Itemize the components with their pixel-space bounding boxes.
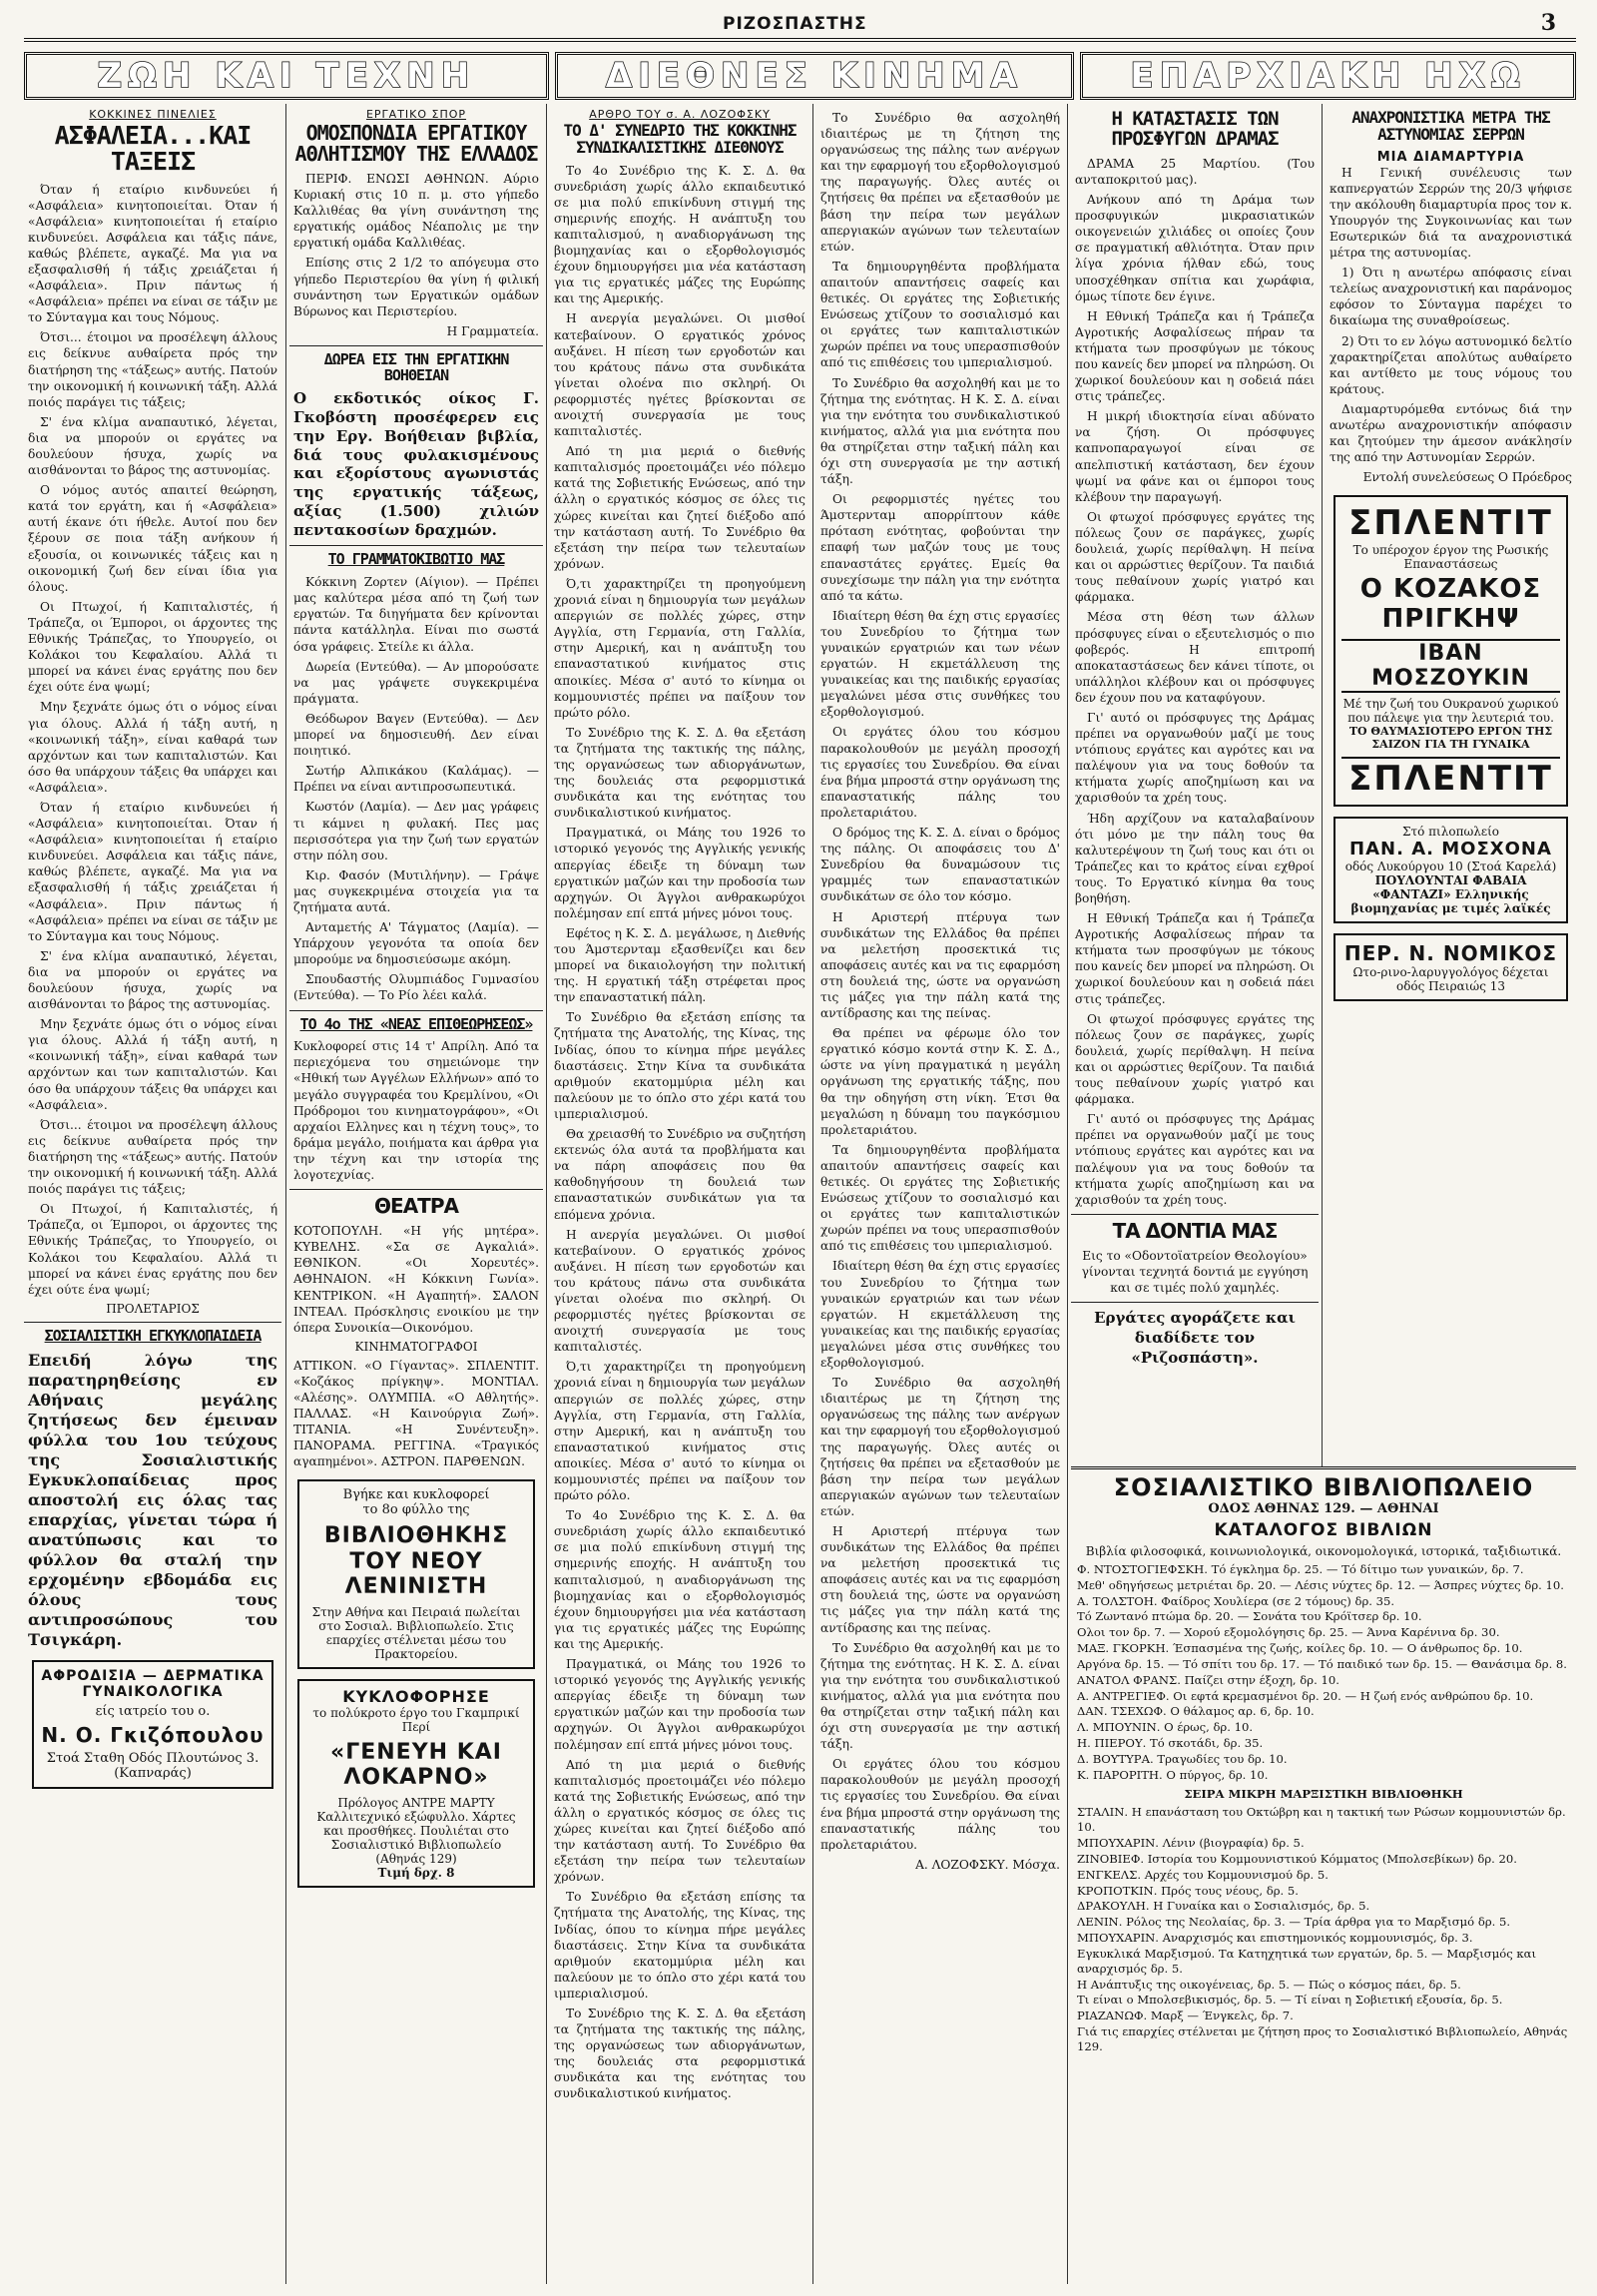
book-entry: Αργόνα δρ. 15. — Τό σπίτι του δρ. 17. — Τό παιδικό των δρ. 15. — Θανάσιμα δρ. 8.	[1077, 1656, 1567, 1671]
column-2: ΕΡΓΑΤΙΚΟ ΣΠΟΡ ΟΜΟΣΠΟΝΔΙΑ ΕΡΓΑΤΙΚΟΥ ΑΘΛΗΤΙΣΜΟΥ ΤΗΣ ΕΛΛΑΔΟΣ ΠΕΡΙΦ. ΕΝΩΣΙ ΑΘΗΝΩΝ. Αύριο Κυριακή στις 10 π. μ. στο γήπεδο Καλλιθέας θα γίνη συνάντηση της εργατικής ομάδος Νέαπολις με την εργατική ομάδα Καλλιθέας. Επίσης στις 2 1/2 το απόγευμα στο γήπεδο Περιστερίου θα γίνη ή φιλική συνάντηση των Εργατικών ομάδων Βύρωνος και Περιστερίου. Η Γραμματεία. ΔΩΡΕΑ ΕΙΣ ΤΗΝ ΕΡΓΑΤΙΚΗΝ ΒΟΗΘΕΙΑΝ Ο εκδοτικός οίκος Γ. Γκοβόστη προσέφερεν εις την Εργ. Βοήθειαν βιβλία, διά τους φυλακισμένους και εξορίστους αγωνιστάς της εργατικής τάξεως, αξίας (1.500) χιλιών πεντακοσίων δραχμών. ΤΟ ΓΡΑΜΜΑΤΟΚΙΒΩΤΙΟ ΜΑΣ Κόκκινη Ζορτεν (Αίγιον). — Πρέπει μας καλύτερα μέσα από τη ζωή των εργατών. Τα διηγήματα δεν κρίνονται πάντα κατάλληλα. Είναι πιο σωστά όσα γράφεις. Στείλε κι άλλα. Δωρεία (Εντεύθα). — Αν μπορούσατε να μας γράψετε συγκεκριμένα πράγματα. Θεόδωρον Βαγεν (Εντεύθα). — Δεν μπορεί να δημοσιευθή. Δεν είναι ποιητικό. Σωτήρ Αλπικάκου (Καλάμας). — Πρέπει να είναι αντιπροσωπευτικά. Κωστόν (Λαμία). — Δεν μας γράφεις τι κάμνει η φυλακή. Πες μας περισσότερα για την ζωή των εργατών στην πόλη σου. Κιρ. Φασόν (Μυτιλήνην). — Γράψε μας συγκεκριμένα στοιχεία για τα ζητήματα αυτά. Ανταμετής Α' Τάγματος (Λαμία). — Υπάρχουν γεγονότα τα οποία δεν μπορούμε να δημοσιεύσωμε ακόμη. Σπουδαστής Ολυμπιάδος Γυμνασίου (Εντεύθα). — Το Ρίο λέει καλά. ΤΟ 4ο ΤΗΣ «ΝΕΑΣ ΕΠΙΘΕΩΡΗΣΕΩΣ» Κυκλοφορεί στις 14 τ' Απρίλη. Από τα περιεχόμενα του σημειώνομε την «Ηθική των Αγγέλων Ελλήνων» από το μεγάλο συγγραφέα του Κρεμλίνου, «Οι Πρόδρομοι του κινηματογράφου», «Οι αρχαίοι Ελληνες και η τέχνη τους», το δράμα μεγάλο, ποιήματα και άρθρα για την τέχνη και την ιστορία της λογοτεχνίας. ΘΕΑΤΡΑ ΚΟΤΟΠΟΥΛΗ. «Η γής μητέρα». ΚΥΒΕΛΗΣ. «Σα σε Αγκαλιά». ΕΘΝΙΚΟΝ. «Οι Χορευτές». ΑΘΗΝΑΙΟΝ. «Η Κόκκινη Γωνία». ΚΕΝΤΡΙΚΟΝ. «Η Αγαπητή». ΣΑΛΟΝ ΙΝΤΕΑΛ. Πρόσκλησις ενοικίου με την όπερα Συνοικία—Οικονόμου. ΚΙΝΗΜΑΤΟΓΡΑΦΟΙ ΑΤΤΙΚΟΝ. «Ο Γίγαντας». ΣΠΛΕΝΤΙΤ. «Κοζάκος πρίγκηψ». ΜΟΝΤΙΑΛ. «Αλέσης». ΟΛΥΜΠΙΑ. «Ο Αθλητής». ΠΑΛΛΑΣ. «Η Καινούργια Ζωή». ΤΙΤΑΝΙΑ. «Η Συνέντευξη». ΠΑΝΟΡΑΜΑ. ΡΕΓΓΙΝΑ. «Τραγικός αγαπημένοι». ΑΣΤΡΟΝ. ΠΑΡΘΕΝΩΝ. Βγήκε και κυκλοφορεί το 8ο φύλλο της ΒΙΒΛΙΟΘΗΚΗΣ ΤΟΥ ΝΕΟΥ ΛΕΝΙΝΙΣΤΗ Στην Αθήνα και Πειραιά πωλείται στο Σοσιαλ. Βιβλιοπωλείο. Στις επαρχίες στέλνεται μέσω του Πρακτορείου. ΚΥΚΛΟΦΟΡΗΣΕ το πολύκροτο έργο του Γκαμπρικί Περί «ΓΕΝΕΥΗ ΚΑΙ ΛΟΚΑΡΝΟ» Πρόλογος ΑΝΤΡΕ ΜΑΡΤΥ Καλλιτεχνικό εξώφυλλο. Χάρτες και προσθήκες. Πουλιέται στο Σοσιαλιστικό Βιβλιοπωλείο (Αθηνάς 129) Τιμή δρχ. 8	[289, 104, 543, 2284]
book-entry: Α. ΤΟΛΣΤΟΗ. Φαίδρος Χουλίερα (σε 2 τόμους) δρ. 35.	[1077, 1593, 1395, 1608]
book-entry: Α. ΑΝΤΡΕΓΙΕΦ. Οι εφτά κρεμασμένοι δρ. 20. — Η ζωή ενός ανθρώπου δρ. 10.	[1077, 1688, 1534, 1703]
section-header-province: ΕΠΑΡΧΙΑΚΗ ΗΧΩ	[1080, 52, 1576, 100]
clinic-ad: ΑΦΡΟΔΙΣΙΑ — ΔΕΡΜΑΤΙΚΑ ΓΥΝΑΙΚΟΛΟΓΙΚΑ είς ιατρείο του ο. Ν. Ο. Γκιζόπουλου Στοά Σταθη Οδός Πλουτώνος 3. (Καπναράς)	[32, 1660, 273, 1789]
hat-shop-ad: Στό πιλοπωλείο ΠΑΝ. Α. ΜΟΣΧΟΝΑ οδός Λυκούργου 10 (Στοά Καρελά) ΠΟΥΛΟΥΝΤΑΙ ΦΑΒΑΙΑ «ΦΑΝΤΑΖΙ» Ελληνικής βιομηχανίας με τιμές λαϊκές	[1333, 817, 1568, 923]
headline: ΑΝΑΧΡΟΝΙΣΤΙΚΑ ΜΕΤΡΑ ΤΗΣ ΑΣΤΥΝΟΜΙΑΣ ΣΕΡΡΩΝ	[1351, 108, 1550, 144]
book-entry: Εγκυκλικά Μαρξισμού. Τα Κατηχητικά των εργατών, δρ. 5. — Μαρξισμός και αναρχισμός δρ. 5.	[1077, 1946, 1537, 1976]
book-entry: ΕΝΓΚΕΛΣ. Αρχές του Κομμουνισμού δρ. 5.	[1077, 1867, 1329, 1882]
book-entry: Κ. ΠΑΡΟΡΙΤΗ. Ο πύργος, δρ. 10.	[1077, 1767, 1269, 1782]
kicker: ΚΟΚΚΙΝΕΣ ΠΙΝΕΛΙΕΣ	[89, 108, 217, 121]
book-entry: Η. ΠΙΕΡΟΥ. Τό σκοτάδι, δρ. 35.	[1077, 1736, 1264, 1751]
book-entry: ΔΑΝ. ΤΣΕΧΩΦ. Ο θάλαμος αρ. 6, δρ. 10.	[1077, 1704, 1315, 1719]
column-6: ΑΝΑΧΡΟΝΙΣΤΙΚΑ ΜΕΤΡΑ ΤΗΣ ΑΣΤΥΝΟΜΙΑΣ ΣΕΡΡΩΝ ΜΙΑ ΔΙΑΜΑΡΤΥΡΙΑ Η Γενική συνέλευσις των καπνεργατών Σερρών της 20/3 ψήφισε την ακόλουθη διαμαρτυρία προς τον κ. Υπουργόν της Συγκοινωνίας και των Εσωτερικών διά τα αναχρονιστικά μέτρα της αστυνομίας. 1) Ότι η ανωτέρω απόφασις είναι τελείως αναχρονιστική και παράνομος εφόσον το Σύνταγμα παρέχει το δικαίωμα της συναθροίσεως. 2) Ότι το εν λόγω αστυνομικό δελτίο χαρακτηρίζεται απολύτως αυθαίρετο και αντίθετο με τους νόμους του κράτους. Διαμαρτυρόμεθα εντόνως διά την ανωτέρω αναχρονιστικήν απόφασιν και ζητούμεν την άμεσον ανάκλησίν της από την Αστυνομίαν Σερρών. Εντολή συνελεύσεως Ο Πρόεδρος ΣΠΛΕΝΤΙΤ Το υπέροχον έργον της Ρωσικής Επαναστάσεως Ο ΚΟΖΑΚΟΣ ΠΡΙΓΚΗΨ ΙΒΑΝ ΜΟΣΖΟΥΚΙΝ Μέ την ζωή του Ουκρανού χωρικού που πάλεψε για την λευτεριά του. ΤΟ ΘΑΥΜΑΣΙΟΤΕΡΟ ΕΡΓΟΝ ΤΗΣ ΣΑΙΖΟΝ ΓΙΑ ΤΗ ΓΥΝΑΙΚΑ ΣΠΛΕΝΤΙΤ Στό πιλοπωλείο ΠΑΝ. Α. ΜΟΣΧΟΝΑ οδός Λυκούργου 10 (Στοά Καρελά) ΠΟΥΛΟΥΝΤΑΙ ΦΑΒΑΙΑ «ΦΑΝΤΑΖΙ» Ελληνικής βιομηχανίας με τιμές λαϊκές ΠΕΡ. Ν. ΝΟΜΙΚΟΣ Ωτο-ρινο-λαρυγγολόγος δέχεται οδός Πειραιώς 13	[1326, 104, 1576, 2284]
mailbox-headline: ΤΟ ΓΡΑΜΜΑΤΟΚΙΒΩΤΙΟ ΜΑΣ	[327, 550, 505, 569]
book-entry: Ολοι τον δρ. 7. — Χορού εξομολόγησις δρ. 25. — Άννα Καρένινα δρ. 30.	[1077, 1625, 1500, 1640]
theatres-headline: ΘΕΑΤΡΑ	[374, 1194, 458, 1219]
book-entry: Γιά τις επαρχίες στέλνεται με ζήτηση προς το Σοσιαλιστικό Βιβλιοπωλείο, Αθηνάς 129.	[1077, 2024, 1568, 2053]
section-header-life-art: ΖΩΗ ΚΑΙ ΤΕΧΝΗ	[24, 52, 549, 100]
book-entry: Φ. ΝΤΟΣΤΟΓΙΕΦΣΚΗ. Τό έγκλημα δρ. 25. — Τό δίτιμο των γυναικών, δρ. 7.	[1077, 1562, 1524, 1576]
book-entry: ΣΕΙΡΑ ΜΙΚΡΗ ΜΑΡΞΙΣΤΙΚΗ ΒΙΒΛΙΟΘΗΚΗ	[1184, 1786, 1463, 1801]
column-5: Η ΚΑΤΑΣΤΑΣΙΣ ΤΩΝ ΠΡΟΣΦΥΓΩΝ ΔΡΑΜΑΣ ΔΡΑΜΑ 25 Μαρτίου. (Του ανταποκριτού μας). Ανήκουν από τη Δράμα των προσφυγικών μικρασιατικών οικογενειών χιλιάδες οι οποίες ζουν σε πραγματική αθλιότητα. Όταν πριν λίγα χρόνια ήλθαν εδώ, τους υποσχέθηκαν σπίτια και χωράφια, όμως τίποτε δεν έγινε. Η Εθνική Τράπεζα και ή Τράπεζα Αγροτικής Ασφαλίσεως πήραν τα κτήματα των προσφύγων με τόκους που κανείς δεν μπορεί να πληρώση. Οι χωρικοί δουλεύουν και η σοδειά πάει στις τράπεζες. Η μικρή ιδιοκτησία είναι αδύνατο να ζήση. Οι πρόσφυγες καπνοπαραγωγοί είναι σε απελπιστική κατάσταση, δεν έχουν ψωμί να φάνε και οι έμποροι τους κλέβουν την παραγωγή. Οι φτωχοί πρόσφυγες εργάτες της πόλεως ζουν σε παράγκες, χωρίς δουλειά, χωρίς περίθαλψη. Η πείνα και οι αρρώστιες θερίζουν. Τα παιδιά τους πεθαίνουν χωρίς γιατρό και φάρμακα. Μέσα στη θέση των άλλων πρόσφυγες είναι ο εξευτελισμός ο πιο φοβερός. Η επιτροπή αποκαταστάσεως δεν κάνει τίποτε, οι υπάλληλοι κλέβουν και οι πρόσφυγες δεν έχουν που να καταφύγουν. Γι' αυτό οι πρόσφυγες της Δράμας πρέπει να οργανωθούν μαζί με τους ντόπιους εργάτες και αγρότες και να παλέψουν για να τους δοθούν τα κτήματα χωρίς αποζημίωση και να χαρισθούν τα χρέη τους. Ήδη αρχίζουν να καταλαβαίνουν ότι μόνο με την πάλη τους θα καλυτερέψουν τη ζωή τους και ότι οι Τράπεζες και το κράτος είναι εχθροί τους. Το Εργατικό κίνημα θα τους βοηθήση. Η Εθνική Τράπεζα και ή Τράπεζα Αγροτικής Ασφαλίσεως πήραν τα κτήματα των προσφύγων με τόκους που κανείς δεν μπορεί να πληρώση. Οι χωρικοί δουλεύουν και η σοδειά πάει στις τράπεζες. Οι φτωχοί πρόσφυγες εργάτες της πόλεως ζουν σε παράγκες, χωρίς δουλειά, χωρίς περίθαλψη. Η πείνα και οι αρρώστιες θερίζουν. Τα παιδιά τους πεθαίνουν χωρίς γιατρό και φάρμακα. Γι' αυτό οι πρόσφυγες της Δράμας πρέπει να οργανωθούν μαζί με τους ντόπιους εργάτες και αγρότες και να παλέψουν για να τους δοθούν τα κτήματα χωρίς αποζημίωση και να χαρισθούν τα χρέη τους. ΤΑ ΔΟΝΤΙΑ ΜΑΣ Εις το «Οδοντοϊατρείον Θεολογίου» γίνονται τεχνητά δοντιά με εγγύηση και σε τιμές πολύ χαμηλές. Εργάτες αγοράζετε και διαδίδετε τον «Ριζοσπάστη».	[1071, 104, 1319, 2284]
column-4	[816, 104, 1064, 2284]
book-entry: Μεθ' οδηγήσεως μετριέται δρ. 20. — Λέσις νύχτες δρ. 12. — Άσπρες νύχτες δρ. 10.	[1077, 1577, 1564, 1592]
dental-ad-headline: ΤΑ ΔΟΝΤΙΑ ΜΑΣ	[1112, 1218, 1278, 1243]
book-entry: Τι είναι ο Μπολσεβικισμός, δρ. 5. — Τί είναι η Σοβιετική εξουσία, δρ. 5.	[1077, 1993, 1503, 2008]
headline: ΤΟ Δ' ΣΥΝΕΔΡΙΟ ΤΗΣ ΚΟΚΚΙΝΗΣ ΣΥΝΔΙΚΑΛΙΣΤΙΚΗΣ ΔΙΕΘΝΟΥΣ	[563, 121, 797, 157]
doctor-ad: ΠΕΡ. Ν. ΝΟΜΙΚΟΣ Ωτο-ρινο-λαρυγγολόγος δέχεται οδός Πειραιώς 13	[1333, 933, 1568, 1001]
book-entry: Η Ανάπτυξις της οικογένειας, δρ. 5. — Πώς ο κόσμος πάει, δρ. 5.	[1077, 1977, 1461, 1992]
section-header-international: ΔΙΕΘΝΕΣ ΚΙΝΗΜΑ	[555, 52, 1075, 100]
kicker: ΑΡΘΡΟ ΤΟΥ σ. Α. ΛΟΖΟΦΣΚΥ	[589, 108, 771, 121]
encyclopedia-notice: Επειδή λόγω της παρατηρηθείσης εν Αθήναις μεγάλης ζητήσεως δεν έμειναν φύλλα του 1ου τεύχους της Σοσιαλιστικής Εγκυκλοπαίδειας προς αποστολή εις όλας τας επαρχίας, γίνεται τώρα ή ανατύπωσις και το φύλλον θα σταλή την ερχομένην εβδομάδα εις όλους τους αντιπροσώπους του Τσιγκάρη.	[28, 1350, 277, 1649]
book-entry: ΣΤΑΛΙΝ. Η επανάσταση του Οκτώβρη και η τακτική των Ρώσων κομμουνιστών δρ. 10.	[1077, 1805, 1566, 1835]
book-release-ad: ΚΥΚΛΟΦΟΡΗΣΕ το πολύκροτο έργο του Γκαμπρικί Περί «ΓΕΝΕΥΗ ΚΑΙ ΛΟΚΑΡΝΟ» Πρόλογος ΑΝΤΡΕ ΜΑΡΤΥ Καλλιτεχνικό εξώφυλλο. Χάρτες και προσθήκες. Πουλιέται στο Σοσιαλιστικό Βιβλιοπωλείο (Αθηνάς 129) Τιμή δρχ. 8	[297, 1679, 535, 1888]
book-entry: ΜΑΞ. ΓΚΟΡΚΗ. Έσπασμένα της ζωής, κοίλες δρ. 10. — Ο άνθρωπος δρ. 10.	[1077, 1641, 1523, 1656]
headline: Η ΚΑΤΑΣΤΑΣΙΣ ΤΩΝ ΠΡΟΣΦΥΓΩΝ ΔΡΑΜΑΣ	[1111, 108, 1279, 150]
article-body-continued: Το Συνέδριο θα ασχοληθή ιδιαιτέρως με τη ζήτηση της οργανώσεως της πάλης των ανέργων και την εφαρμογή του εξορθολογισμού της παραγωγής. Όλες αυτές οι ζητήσεις θα πρέπει να εξετασθούν με βάση την πείρα των μεγάλων απεργιακών αγώνων των τελευταίων ετών. Τα δημιουργηθέντα προβλήματα απαιτούν απαντήσεις σαφείς και θετικές. Οι εργάτες της Σοβιετικής Ενώσεως χτίζουν το σοσιαλισμό και οι εργάτες των καπιταλιστικών χωρών πρέπει να τους υπερασπισθούν από τις επιθέσεις του ιμπεριαλισμού. Το Συνέδριο θα ασχοληθή και με το ζήτημα της ενότητας. Η Κ. Σ. Δ. είναι για την ενότητα του συνδικαλιστικού κινήματος, αλλά για μια ενότητα που θα στηρίζεται στην ταξική πάλη και όχι στη συνεργασία με την αστική τάξη. Οι ρεφορμιστές ηγέτες του Άμστερνταμ απορρίπτουν κάθε πρόταση ενότητας, φοβούνται την επαφή των μαζών τους με τους επαναστάτες εργάτες. Εμείς θα συνεχίσωμε την πάλη για την ενότητα από τα κάτω. Ιδιαίτερη θέση θα έχη στις εργασίες του Συνεδρίου το ζήτημα των γυναικών εργατριών και των νέων εργατών. Η εκμετάλλευση της γυναικείας και της παιδικής εργασίας μεγαλώνει μέσα στις συνθήκες του εξορθολογισμού. Οι εργάτες όλου του κόσμου παρακολουθούν με μεγάλη προσοχή τις εργασίες του Συνεδρίου. Θα είναι ένα βήμα μπροστά στην οργάνωση της επαναστατικής πάλης του προλεταριάτου. Ο δρόμος της Κ. Σ. Δ. είναι ο δρόμος της πάλης. Οι αποφάσεις του Δ' Συνεδρίου θα δυναμώσουν τις γραμμές των επαναστατικών συνδικάτων σε όλο τον κόσμο. Η Αριστερή πτέρυγα των συνδικάτων της Ελλάδος θα πρέπει να μελετήση προσεκτικά τις αποφάσεις αυτές και να τις εφαρμόση στη δουλειά της, ώστε να οργανώση τις μάζες για την πάλη κατά της αντίδρασης και της πείνας. Θα πρέπει να φέρωμε όλο τον εργατικό κόσμο κοντά στην Κ. Σ. Δ., ώστε να γίνη πραγματικά η μεγάλη οργάνωση της εργατικής τάξης, που θα την οδηγήση στη νίκη. Έτσι θα μεγαλώση η δύναμη του παγκόσμιου προλεταριάτου. Τα δημιουργηθέντα προβλήματα απαιτούν απαντήσεις σαφείς και θετικές. Οι εργάτες της Σοβιετικής Ενώσεως χτίζουν το σοσιαλισμό και οι εργάτες των καπιταλιστικών χωρών πρέπει να τους υπερασπισθούν από τις επιθέσεις του ιμπεριαλισμού. Ιδιαίτερη θέση θα έχη στις εργασίες του Συνεδρίου το ζήτημα των γυναικών εργατριών και των νέων εργατών. Η εκμετάλλευση της γυναικείας και της παιδικής εργασίας μεγαλώνει μέσα στις συνθήκες του εξορθολογισμού. Το Συνέδριο θα ασχοληθή ιδιαιτέρως με τη ζήτηση της οργανώσεως της πάλης των ανέργων και την εφαρμογή του εξορθολογισμού της παραγωγής. Όλες αυτές οι ζητήσεις θα πρέπει να εξετασθούν με βάση την πείρα των μεγάλων απεργιακών αγώνων των τελευταίων ετών. Η Αριστερή πτέρυγα των συνδικάτων της Ελλάδος θα πρέπει να μελετήση προσεκτικά τις αποφάσεις αυτές και να τις εφαρμόση στη δουλειά της, ώστε να οργανώση τις μάζες για την πάλη κατά της αντίδρασης και της πείνας. Το Συνέδριο θα ασχοληθή και με το ζήτημα της ενότητας. Η Κ. Σ. Δ. είναι για την ενότητα του συνδικαλιστικού κινήματος, αλλά για μια ενότητα που θα στηρίζεται στην ταξική πάλη και όχι στη συνεργασία με την αστική τάξη. Οι εργάτες όλου του κόσμου παρακολουθούν με μεγάλη προσοχή τις εργασίες του Συνεδρίου. Θα είναι ένα βήμα μπροστά στην οργάνωση της επαναστατικής πάλης του προλεταριάτου. Α. ΛΟΖΟΦΣΚΥ. Μόσχα.	[820, 111, 1060, 1872]
book-entry: ΔΡΑΚΟΥΛΗ. Η Γυναίκα και ο Σοσιαλισμός, δρ. 5.	[1077, 1899, 1370, 1914]
donation-headline: ΔΩΡΕΑ ΕΙΣ ΤΗΝ ΕΡΓΑΤΙΚΗΝ ΒΟΗΘΕΙΑΝ	[323, 349, 509, 384]
masthead	[24, 8, 1576, 42]
book-entry: ΡΙΑΖΑΝΩΦ. Μαρξ — Ένγκελς, δρ. 7.	[1077, 2009, 1294, 2023]
article-body: ΔΡΑΜΑ 25 Μαρτίου. (Του ανταποκριτού μας). Ανήκουν από τη Δράμα των προσφυγικών μικρασιατικών οικογενειών χιλιάδες οι οποίες ζουν σε πραγματική αθλιότητα. Όταν πριν λίγα χρόνια ήλθαν εδώ, τους υποσχέθηκαν σπίτια και χωράφια, όμως τίποτε δεν έγινε. Η Εθνική Τράπεζα και ή Τράπεζα Αγροτικής Ασφαλίσεως πήραν τα κτήματα των προσφύγων με τόκους που κανείς δεν μπορεί να πληρώση. Οι χωρικοί δουλεύουν και η σοδειά πάει στις τράπεζες. Η μικρή ιδιοκτησία είναι αδύνατο να ζήση. Οι πρόσφυγες καπνοπαραγωγοί είναι σε απελπιστική κατάσταση, δεν έχουν ψωμί να φάνε και οι έμποροι τους κλέβουν την παραγωγή. Οι φτωχοί πρόσφυγες εργάτες της πόλεως ζουν σε παράγκες, χωρίς δουλειά, χωρίς περίθαλψη. Η πείνα και οι αρρώστιες θερίζουν. Τα παιδιά τους πεθαίνουν χωρίς γιατρό και φάρμακα. Μέσα στη θέση των άλλων πρόσφυγες είναι ο εξευτελισμός ο πιο φοβερός. Η επιτροπή αποκαταστάσεως δεν κάνει τίποτε, οι υπάλληλοι κλέβουν και οι πρόσφυγες δεν έχουν που να καταφύγουν. Γι' αυτό οι πρόσφυγες της Δράμας πρέπει να οργανωθούν μαζί με τους ντόπιους εργάτες και αγρότες και να παλέψουν για να τους δοθούν τα κτήματα χωρίς αποζημίωση και να χαρισθούν τα χρέη τους. Ήδη αρχίζουν να καταλαβαίνουν ότι μόνο με την πάλη τους θα καλυτερέψουν τη ζωή τους και ότι οι Τράπεζες και το κράτος είναι εχθροί τους. Το Εργατικό κίνημα θα τους βοηθήση. Η Εθνική Τράπεζα και ή Τράπεζα Αγροτικής Ασφαλίσεως πήραν τα κτήματα των προσφύγων με τόκους που κανείς δεν μπορεί να πληρώση. Οι χωρικοί δουλεύουν και η σοδειά πάει στις τράπεζες. Οι φτωχοί πρόσφυγες εργάτες της πόλεως ζουν σε παράγκες, χωρίς δουλειά, χωρίς περίθαλψη. Η πείνα και οι αρρώστιες θερίζουν. Τα παιδιά τους πεθαίνουν χωρίς γιατρό και φάρμακα. Γι' αυτό οι πρόσφυγες της Δράμας πρέπει να οργανωθούν μαζί με τους ντόπιους εργάτες και αγρότες και να παλέψουν για να τους δοθούν τα κτήματα χωρίς αποζημίωση και να χαρισθούν τα χρέη τους.	[1075, 156, 1315, 1207]
book-entry: ΑΝΑΤΟΛ ΦΡΑΝΣ. Παίζει στην έξοχη, δρ. 10.	[1077, 1672, 1339, 1687]
columns	[24, 104, 1576, 2284]
book-entry: ΜΠΟΥΧΑΡΙΝ. Λένιν (βιογραφία) δρ. 5.	[1077, 1836, 1305, 1851]
library-ad: Βγήκε και κυκλοφορεί το 8ο φύλλο της ΒΙΒΛΙΟΘΗΚΗΣ ΤΟΥ ΝΕΟΥ ΛΕΝΙΝΙΣΤΗ Στην Αθήνα και Πειραιά πωλείται στο Σοσιαλ. Βιβλιοπωλείο. Στις επαρχίες στέλνεται μέσω του Πρακτορείου.	[297, 1479, 535, 1669]
column-1	[24, 104, 281, 2284]
book-entry: ΚΡΟΠΟΤΚΙΝ. Πρός τους νέους, δρ. 5.	[1077, 1883, 1299, 1898]
encyclopedia-headline: ΣΟΣΙΑΛΙΣΤΙΚΗ ΕΓΚΥΚΛΟΠΑΙΔΕΙΑ	[44, 1326, 262, 1345]
page-number: 3	[1540, 10, 1556, 36]
buy-paper-notice: Εργάτες αγοράζετε και διαδίδετε τον «Ριζοσπάστη».	[1094, 1309, 1296, 1367]
book-entry: ΛΕΝΙΝ. Ρόλος της Νεολαίας, δρ. 3. — Τρία άρθρα για το Μαρξισμό δρ. 5.	[1077, 1915, 1511, 1930]
column-3	[550, 104, 809, 2284]
headline: ΑΣΦΑΛΕΙΑ...ΚΑΙ ΤΑΞΕΙΣ	[54, 121, 252, 177]
book-list	[1077, 1562, 1570, 2054]
book-entry: Λ. ΜΠΟΥΝΙΝ. Ο έρως, δρ. 10.	[1077, 1720, 1254, 1735]
section-headers	[24, 52, 1576, 100]
article-body: Όταν ή εταίριο κινδυνεύει ή «Ασφάλεια» κινητοποιείται. Όταν ή «Ασφάλεια» κινητοποιείται ή εταίριο κινδυνεύει. Ασφάλεια και τάξις πάνε, καθώς βλέπετε, αγκαζέ. Μα για να εξασφαλισθή ή τάξις χρειάζεται ή «Ασφάλεια». Πριν πάντως ή «Ασφάλεια» πρέπει να είναι σε τάξιν με το Σύνταγμα και τους Νόμους. Ότσι... έτοιμοι να προσέλεψη άλλους εις δείκνυε αυθαίρετα πρός την διατήρηση της «τάξεως» αυτής. Πατούν την οικονομική ή κοινωνική τάξη. Αλλά ποιός παράγει τις τάξεις; Σ' ένα κλίμα αναπαυτικό, λέγεται, δια να μπορούν οι εργάτες να δουλεύουν ήσυχα, χωρίς να αισθάνονται το βάρος της αστυνομίας. Ο νόμος αυτός απαιτεί θεώρηση, κατά τον εργάτη, και ή «Ασφάλεια» αυτή έκανε ότι ήθελε. Αυτοί που δεν ξέρουν σε ποια τάξη ανήκουν ή εξουσία, οι κοινωνικές τάξεις και η οικονομική ζωή δεν είναι ίδια για όλους. Οι Πτωχοί, ή Καπιταλιστές, ή Τράπεζα, οι Έμποροι, οι άρχοντες της Εθνικής Τράπεζας, το Υπουργείο, οι Κολάκοι του Κεφαλαίου. Αλλά τι μπορεί να κάνει ένας εργάτης που δεν έχει ούτε ένα ψωμί; Μην ξεχνάτε όμως ότι ο νόμος είναι για όλους. Αλλά ή τάξη αυτή, η «κοινωνική τάξη», είναι καθαρά των αρχόντων και των καπιταλιστών. Και όσο θα υπάρχουν τάξεις θα υπάρχει και «Ασφάλεια». Όταν ή εταίριο κινδυνεύει ή «Ασφάλεια» κινητοποιείται. Όταν ή «Ασφάλεια» κινητοποιείται ή εταίριο κινδυνεύει. Ασφάλεια και τάξις πάνε, καθώς βλέπετε, αγκαζέ. Μα για να εξασφαλισθή ή τάξις χρειάζεται ή «Ασφάλεια». Πριν πάντως ή «Ασφάλεια» πρέπει να είναι σε τάξιν με το Σύνταγμα και τους Νόμους. Σ' ένα κλίμα αναπαυτικό, λέγεται, δια να μπορούν οι εργάτες να δουλεύουν ήσυχα, χωρίς να αισθάνονται το βάρος της αστυνομίας. Μην ξεχνάτε όμως ότι ο νόμος είναι για όλους. Αλλά ή τάξη αυτή, η «κοινωνική τάξη», είναι καθαρά των αρχόντων και των καπιταλιστών. Και όσο θα υπάρχουν τάξεις θα υπάρχει και «Ασφάλεια». Ότσι... έτοιμοι να προσέλεψη άλλους εις δείκνυε αυθαίρετα πρός την διατήρηση της «τάξεως» αυτής. Πατούν την οικονομική ή κοινωνική τάξη. Αλλά ποιός παράγει τις τάξεις; Οι Πτωχοί, ή Καπιταλιστές, ή Τράπεζα, οι Έμποροι, οι άρχοντες της Εθνικής Τράπεζας, το Υπουργείο, οι Κολάκοι του Κεφαλαίου. Αλλά τι μπορεί να κάνει ένας εργάτης που δεν έχει ούτε ένα ψωμί;	[28, 182, 277, 1297]
kicker: ΕΡΓΑΤΙΚΟ ΣΠΟΡ	[365, 108, 467, 121]
paper-name: ΡΙΖΟΣΠΑΣΤΗΣ	[723, 14, 867, 34]
book-entry: ΜΠΟΥΧΑΡΙΝ. Αναρχισμός και επιστημονικός κομμουνισμός, δρ. 3.	[1077, 1931, 1473, 1946]
signature: ΠΡΟΛΕΤΑΡΙΟΣ	[106, 1301, 200, 1316]
headline: ΟΜΟΣΠΟΝΔΙΑ ΕΡΓΑΤΙΚΟΥ ΑΘΛΗΤΙΣΜΟΥ ΤΗΣ ΕΛΛΑΔΟΣ	[294, 121, 538, 166]
review-headline: ΤΟ 4ο ΤΗΣ «ΝΕΑΣ ΕΠΙΘΕΩΡΗΣΕΩΣ»	[299, 1014, 533, 1033]
newspaper-page	[24, 8, 1576, 2284]
bookshop-catalogue: ΣΟΣΙΑΛΙΣΤΙΚΟ ΒΙΒΛΙΟΠΩΛΕΙΟ ΟΔΟΣ ΑΘΗΝΑΣ 129. — ΑΘΗΝΑΙ ΚΑΤΑΛΟΓΟΣ ΒΙΒΛΙΩΝ Βιβλία φιλοσοφικά, κοινωνιολογικά, οικονομολογικά, ιστορικά, ταξιδιωτικά. Φ. ΝΤΟΣΤΟΓΙΕΦΣΚΗ. Τό έγκλημα δρ. 25. — Τό δίτιμο των γυναικών, δρ. 7. Μεθ' οδηγήσεως μετριέται δρ. 20. — Λέσις νύχτες δρ. 12. — Άσπρες νύχτες δρ. 10. Α. ΤΟΛΣΤΟΗ. Φαίδρος Χουλίερα (σε 2 τόμους) δρ. 35. Τό Ζωντανό πτώμα δρ. 20. — Σονάτα του Κρόϊτσερ δρ. 10. Ολοι τον δρ. 7. — Χορού εξομολόγησις δρ. 25. — Άννα Καρένινα δρ. 30. ΜΑΞ. ΓΚΟΡΚΗ. Έσπασμένα της ζωής, κοίλες δρ. 10. — Ο άνθρωπος δρ. 10. Αργόνα δρ. 15. — Τό σπίτι του δρ. 17. — Τό παιδικό των δρ. 15. — Θανάσιμα δρ. 8. ΑΝΑΤΟΛ ΦΡΑΝΣ. Παίζει στην έξοχη, δρ. 10. Α. ΑΝΤΡΕΓΙΕΦ. Οι εφτά κρεμασμένοι δρ. 20. — Η ζωή ενός ανθρώπου δρ. 10. ΔΑΝ. ΤΣΕΧΩΦ. Ο θάλαμος αρ. 6, δρ. 10. Λ. ΜΠΟΥΝΙΝ. Ο έρως, δρ. 10. Η. ΠΙΕΡΟΥ. Τό σκοτάδι, δρ. 35. Δ. ΒΟΥΤΥΡΑ. Τραγωδίες του δρ. 10. Κ. ΠΑΡΟΡΙΤΗ. Ο πύργος, δρ. 10. ΣΕΙΡΑ ΜΙΚΡΗ ΜΑΡΞΙΣΤΙΚΗ ΒΙΒΛΙΟΘΗΚΗ ΣΤΑΛΙΝ. Η επανάσταση του Οκτώβρη και η τακτική των Ρώσων κομμουνιστών δρ. 10. ΜΠΟΥΧΑΡΙΝ. Λένιν (βιογραφία) δρ. 5. ΖΙΝΟΒΙΕΦ. Ιστορία του Κομμουνιστικού Κόμματος (Μπολσεβίκων) δρ. 20. ΕΝΓΚΕΛΣ. Αρχές του Κομμουνισμού δρ. 5. ΚΡΟΠΟΤΚΙΝ. Πρός τους νέους, δρ. 5. ΔΡΑΚΟΥΛΗ. Η Γυναίκα και ο Σοσιαλισμός, δρ. 5. ΛΕΝΙΝ. Ρόλος της Νεολαίας, δρ. 3. — Τρία άρθρα για το Μαρξισμό δρ. 5. ΜΠΟΥΧΑΡΙΝ. Αναρχισμός και επιστημονικός κομμουνισμός, δρ. 3. Εγκυκλικά Μαρξισμού. Τα Κατηχητικά των εργατών, δρ. 5. — Μαρξισμός και αναρχισμός δρ. 5. Η Ανάπτυξις της οικογένειας, δρ. 5. — Πώς ο κόσμος πάει, δρ. 5. Τι είναι ο Μπολσεβικισμός, δρ. 5. — Τί είναι η Σοβιετική εξουσία, δρ. 5. ΡΙΑΖΑΝΩΦ. Μαρξ — Ένγκελς, δρ. 7. Γιά τις επαρχίες στέλνεται με ζήτηση προς το Σοσιαλιστικό Βιβλιοπωλείο, Αθηνάς 129.	[1071, 1466, 1576, 2284]
book-entry: Δ. ΒΟΥΤΥΡΑ. Τραγωδίες του δρ. 10.	[1077, 1751, 1288, 1766]
cinema-ad: ΣΠΛΕΝΤΙΤ Το υπέροχον έργον της Ρωσικής Επαναστάσεως Ο ΚΟΖΑΚΟΣ ΠΡΙΓΚΗΨ ΙΒΑΝ ΜΟΣΖΟΥΚΙΝ Μέ την ζωή του Ουκρανού χωρικού που πάλεψε για την λευτεριά του. ΤΟ ΘΑΥΜΑΣΙΟΤΕΡΟ ΕΡΓΟΝ ΤΗΣ ΣΑΙΖΟΝ ΓΙΑ ΤΗ ΓΥΝΑΙΚΑ ΣΠΛΕΝΤΙΤ	[1333, 495, 1568, 807]
book-entry: Τό Ζωντανό πτώμα δρ. 20. — Σονάτα του Κρόϊτσερ δρ. 10.	[1077, 1609, 1422, 1624]
article-body: Το 4ο Συνέδριο της Κ. Σ. Δ. θα συνεδριάση χωρίς άλλο εκπαιδευτικό σε μια πολύ επικίνδυνη στιγμή της σημερινής εποχής. Η ανάπτυξη του καπιταλισμού, η αναδιοργάνωση της βιομηχανίας και ο εξορθολογισμός έχουν δημιουργήσει μια νέα κατάσταση για τις εργατικές μάζες της Ευρώπης και της Αμερικής. Η ανεργία μεγαλώνει. Οι μισθοί κατεβαίνουν. Ο εργατικός χρόνος αυξάνει. Η πίεση των εργοδοτών και του κράτους πάνω στα συνδικάτα γίνεται ολοένα πιο σκληρή. Οι ρεφορμιστές ηγέτες βρίσκονται σε ανοιχτή συνεργασία με τους καπιταλιστές. Από τη μια μεριά ο διεθνής καπιταλισμός προετοιμάζει νέο πόλεμο κατά της Σοβιετικής Ενώσεως, από την άλλη ο εργατικός κόσμος σε όλες τις χώρες κινείται και ζητεί διέξοδο από την κατάσταση αυτή. Το Συνέδριο θα εξετάση την πείρα των τελευταίων χρόνων. Ό,τι χαρακτηρίζει τη προηγούμενη χρονιά είναι η δημιουργία των μεγάλων απεργιών σε πολλές χώρες, στην Αγγλία, στη Γερμανία, στη Γαλλία, στην Αμερική, και η ανάπτυξη του επαναστατικού κινήματος στις αποικίες. Μέσα σ' αυτό το κίνημα οι κομμουνιστές πρέπει να παίξουν τον πρώτο ρόλο. Το Συνέδριο της Κ. Σ. Δ. θα εξετάση τα ζητήματα της τακτικής της πάλης, της οργανώσεως των αδιοργάνωτων, της δουλειάς στα ρεφορμιστικά συνδικάτα και της ενότητας του συνδικαλιστικού κινήματος. Πραγματικά, οι Μάης του 1926 το ιστορικό γεγονός της Αγγλικής γενικής απεργίας έδειξε τη δύναμη των εργατικών μαζών και την προδοσία των αρχηγών. Οι Άγγλοι ανθρακωρύχοι πολέμησαν επί επτά μήνες μόνοι τους. Εφέτος η Κ. Σ. Δ. μεγάλωσε, η Διεθνής του Άμστερνταμ εξασθενίζει και δεν μπορεί να δικαιολογήση την πολιτική της. Η εργατική τάξη στρέφεται προς την επαναστατική πάλη. Το Συνέδριο θα εξετάση επίσης τα ζητήματα της Ανατολής, της Κίνας, της Ινδίας, όπου το κίνημα πήρε μεγάλες διαστάσεις. Στην Κίνα τα συνδικάτα αριθμούν εκατομμύρια μέλη και παλεύουν με το όπλο στο χέρι κατά του ιμπεριαλισμού. Θα χρειασθή το Συνέδριο να συζητήση εκτενώς όλα αυτά τα προβλήματα και να πάρη αποφάσεις που θα καθοδηγήσουν τη δουλειά των επαναστατικών συνδικάτων για τα επόμενα χρόνια. Η ανεργία μεγαλώνει. Οι μισθοί κατεβαίνουν. Ο εργατικός χρόνος αυξάνει. Η πίεση των εργοδοτών και του κράτους πάνω στα συνδικάτα γίνεται ολοένα πιο σκληρή. Οι ρεφορμιστές ηγέτες βρίσκονται σε ανοιχτή συνεργασία με τους καπιταλιστές. Ό,τι χαρακτηρίζει τη προηγούμενη χρονιά είναι η δημιουργία των μεγάλων απεργιών σε πολλές χώρες, στην Αγγλία, στη Γερμανία, στη Γαλλία, στην Αμερική, και η ανάπτυξη του επαναστατικού κινήματος στις αποικίες. Μέσα σ' αυτό το κίνημα οι κομμουνιστές πρέπει να παίξουν τον πρώτο ρόλο. Το 4ο Συνέδριο της Κ. Σ. Δ. θα συνεδριάση χωρίς άλλο εκπαιδευτικό σε μια πολύ επικίνδυνη στιγμή της σημερινής εποχής. Η ανάπτυξη του καπιταλισμού, η αναδιοργάνωση της βιομηχανίας και ο εξορθολογισμός έχουν δημιουργήσει μια νέα κατάσταση για τις εργατικές μάζες της Ευρώπης και της Αμερικής. Πραγματικά, οι Μάης του 1926 το ιστορικό γεγονός της Αγγλικής γενικής απεργίας έδειξε τη δύναμη των εργατικών μαζών και την προδοσία των αρχηγών. Οι Άγγλοι ανθρακωρύχοι πολέμησαν επί επτά μήνες μόνοι τους. Από τη μια μεριά ο διεθνής καπιταλισμός προετοιμάζει νέο πόλεμο κατά της Σοβιετικής Ενώσεως, από την άλλη ο εργατικός κόσμος σε όλες τις χώρες κινείται και ζητεί διέξοδο από την κατάσταση αυτή. Το Συνέδριο θα εξετάση την πείρα των τελευταίων χρόνων. Το Συνέδριο θα εξετάση επίσης τα ζητήματα της Ανατολής, της Κίνας, της Ινδίας, όπου το κίνημα πήρε μεγάλες διαστάσεις. Στην Κίνα τα συνδικάτα αριθμούν εκατομμύρια μέλη και παλεύουν με το όπλο στο χέρι κατά του ιμπεριαλισμού. Το Συνέδριο της Κ. Σ. Δ. θα εξετάση τα ζητήματα της τακτικής της πάλης, της οργανώσεως των αδιοργάνωτων, της δουλειάς στα ρεφορμιστικά συνδικάτα και της ενότητας του συνδικαλιστικού κινήματος.	[554, 163, 805, 2101]
book-entry: ΖΙΝΟΒΙΕΦ. Ιστορία του Κομμουνιστικού Κόμματος (Μπολσεβίκων) δρ. 20.	[1077, 1851, 1517, 1866]
